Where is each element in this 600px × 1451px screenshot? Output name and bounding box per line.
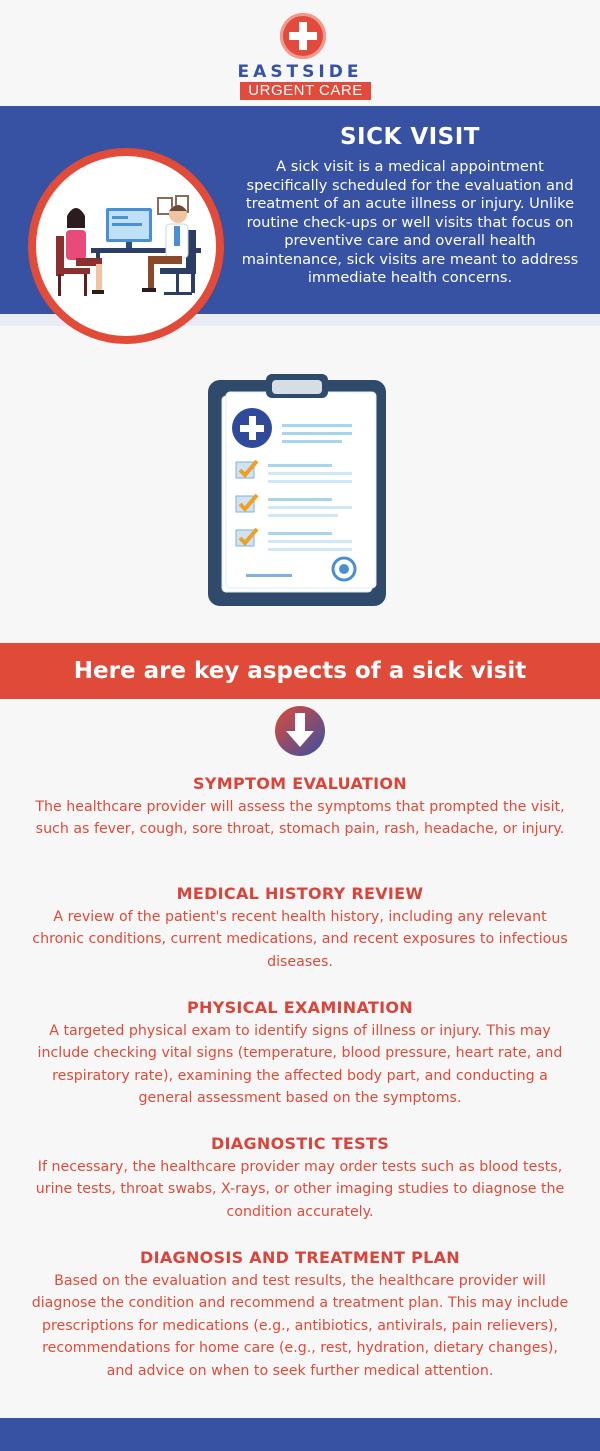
doctor-patient-illustration <box>28 148 224 344</box>
banner-description: A sick visit is a medical appointment specifically scheduled for the evaluation and treatment of an acute illness or injury. Unlike routine check-ups or well visits that focus on preventive care and overall health maintenance, sick visits are meant to address immediate health concerns. <box>241 158 579 286</box>
section-symptom-evaluation <box>30 774 570 841</box>
section-body: Based on the evaluation and test results, the healthcare provider will diagnose the condition and recommend a treatment plan. This may include prescriptions for medications (e.g., antibiotics, antivirals, pain relievers), recommendations for home care (e.g., rest, hydration, dietary changes), and advice on when to seek further medical attention. <box>31 1273 569 1379</box>
section-body: A targeted physical exam to identify signs of illness or injury. This may include checking vital signs (temperature, blood pressure, heart rate, and respiratory rate), examining the affected body part, and conducting a general assessment based on the symptoms. <box>37 1023 563 1107</box>
section-title: DIAGNOSIS AND TREATMENT PLAN <box>140 1248 460 1267</box>
section-body: A review of the patient's recent health history, including any relevant chronic conditions, current medications, and recent exposures to infectious diseases. <box>32 909 568 970</box>
section-physical-examination <box>30 998 570 1110</box>
medical-cross-icon <box>280 13 326 59</box>
logo-name: EASTSIDE <box>237 62 363 82</box>
section-diagnostic-tests <box>30 1134 570 1223</box>
section-title: PHYSICAL EXAMINATION <box>187 998 413 1017</box>
section-title: DIAGNOSTIC TESTS <box>210 1134 390 1153</box>
footer-bar <box>0 1418 600 1451</box>
section-title: SYMPTOM EVALUATION <box>193 774 407 793</box>
clipboard-checklist-icon <box>200 370 400 610</box>
logo <box>0 0 600 106</box>
section-title: MEDICAL HISTORY REVIEW <box>176 884 424 903</box>
section-body: If necessary, the healthcare provider may order tests such as blood tests, urine tests, throat swabs, X-rays, or other imaging studies to diagnose the condition accurately. <box>35 1159 565 1220</box>
banner-title: SICK VISIT <box>339 124 480 150</box>
section-diagnosis-treatment-plan <box>30 1248 570 1382</box>
arrow-down-icon <box>274 705 326 757</box>
logo-subtitle: URGENT CARE <box>240 82 371 100</box>
section-body: The healthcare provider will assess the symptoms that prompted the visit, such as fever, cough, sore throat, stomach pain, rash, headache, or injury. <box>35 799 565 838</box>
key-aspects-heading: Here are key aspects of a sick visit <box>0 643 600 699</box>
section-medical-history-review <box>30 884 570 973</box>
